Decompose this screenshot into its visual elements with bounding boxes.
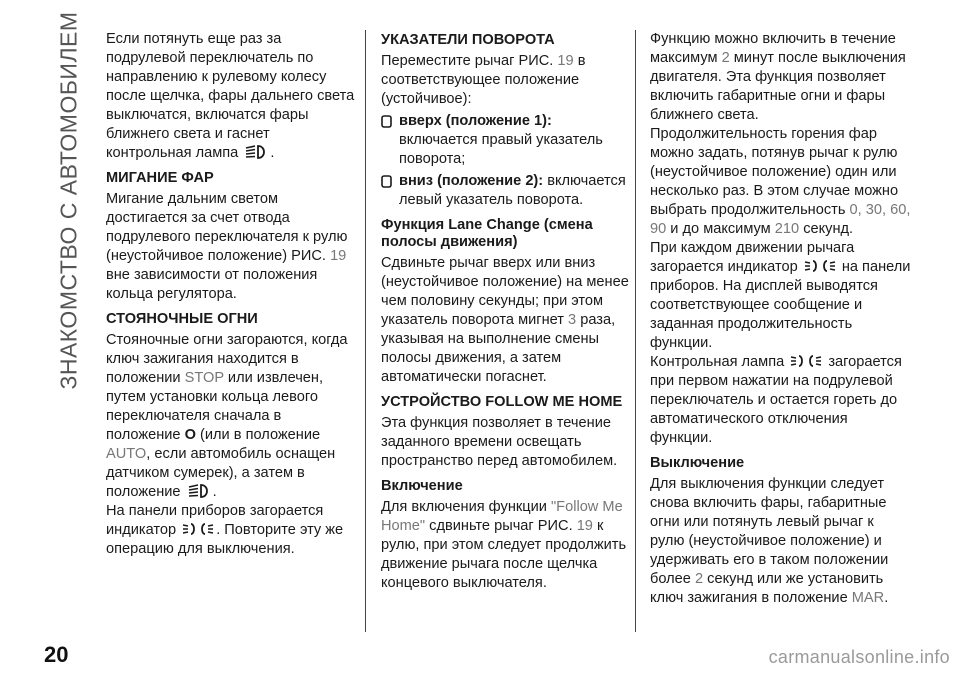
chapter-title: ЗНАКОМСТВО С АВТОМОБИЛЕМ — [55, 10, 82, 390]
paragraph: Для выключения функции следует снова включить фары, габаритные огни или потянуть левый рычаг к рулю (неустойчивое положение) и удерживать его в таком положении более 2 секунд или же установить ключ зажигания в положение MAR. — [650, 476, 889, 606]
paragraph: Если потянуть еще раз за подрулевой переключатель по направлению к рулевому колесу после щелчка, фары дальнего света выключатся, включатся фары ближнего света и гаснет контрольная лампа . — [106, 31, 355, 161]
paragraph: Для включения функции "Follow Me Home" сдвиньте рычаг РИС. 19 к рулю, при этом следует продолжить движение рычага после щелчка концевого выключателя. — [381, 499, 627, 591]
paragraph: Сдвиньте рычаг вверх или вниз (неустойчивое положение) на менее чем половину секунды; при этом указатель поворота мигнет 3 раза, указывая на выполнение смены полосы движения, а затем автоматически погаснет. — [381, 255, 629, 385]
chapter-sidebar — [53, 10, 85, 390]
column-1 — [106, 30, 358, 559]
paragraph: При каждом движении рычага загорается индикатор на панели приборов. На дисплей выводятся соответствующее сообщение и заданная продолжительность функции. — [650, 240, 911, 351]
paragraph: Функцию можно включить в течение максимум 2 минут после выключения двигателя. Эта функция позволяет включить габаритные огни и фары ближнего света. — [650, 31, 906, 123]
parking-lights-icon — [182, 521, 214, 537]
paragraph: Продолжительность горения фар можно задать, потянув рычаг к рулю (неустойчивое положение) один или несколько раз. В этом случае можно выбрать продолжительность 0, 30, 60, 90 и до максимум 210 секунд. — [650, 126, 911, 237]
parking-lights-icon — [804, 258, 836, 274]
paragraph: Переместите рычаг РИС. 19 в соответствующее положение (устойчивое): — [381, 53, 586, 107]
page-number: 20 — [44, 642, 69, 667]
section-heading-deactivation: Выключение — [650, 455, 745, 471]
low-beam-icon — [187, 483, 211, 499]
column-divider — [365, 30, 366, 632]
paragraph: Мигание дальним светом достигается за счет отвода подрулевого переключателя к рулю (неустойчивое положение) РИС. 19 вне зависимости от положения кольца регулятора. — [106, 191, 348, 302]
list-item: вверх (положение 1): включается правый указатель поворота; — [381, 112, 629, 169]
parking-lights-icon — [790, 353, 822, 369]
section-heading-turn: УКАЗАТЕЛИ ПОВОРОТА — [381, 32, 555, 48]
section-heading-lane-change: Функция Lane Change (смена полосы движения) — [381, 217, 593, 250]
section-heading-flash: МИГАНИЕ ФАР — [106, 170, 214, 186]
section-heading-follow-me-home: УСТРОЙСТВО FOLLOW ME HOME — [381, 394, 623, 410]
bullet-icon — [381, 112, 399, 134]
bullet-icon — [381, 172, 399, 194]
list-item: вниз (положение 2): включается левый указатель поворота. — [381, 172, 629, 210]
paragraph: Эта функция позволяет в течение заданного времени освещать пространство перед автомобилем. — [381, 415, 618, 469]
column-divider — [635, 30, 636, 632]
watermark-link[interactable]: carmanualsonline.info — [768, 647, 950, 667]
low-beam-icon — [244, 144, 268, 160]
column-3 — [650, 30, 912, 608]
paragraph: Стояночные огни загораются, когда ключ зажигания находится в положении STOP или извлечен, путем установки кольца левого переключателя сначала в положение O (или в положение AUTO, если автомобиль оснащен датчиком сумерек), а затем в положение . — [106, 332, 348, 500]
paragraph: Контрольная лампа загорается при первом нажатии на подрулевой переключатель и остается гореть до автоматического отключения функции. — [650, 354, 902, 446]
section-heading-activation: Включение — [381, 478, 463, 494]
paragraph: На панели приборов загорается индикатор . Повторите эту же операцию для выключения. — [106, 503, 344, 557]
column-2 — [381, 30, 629, 593]
section-heading-parking: СТОЯНОЧНЫЕ ОГНИ — [106, 311, 258, 327]
